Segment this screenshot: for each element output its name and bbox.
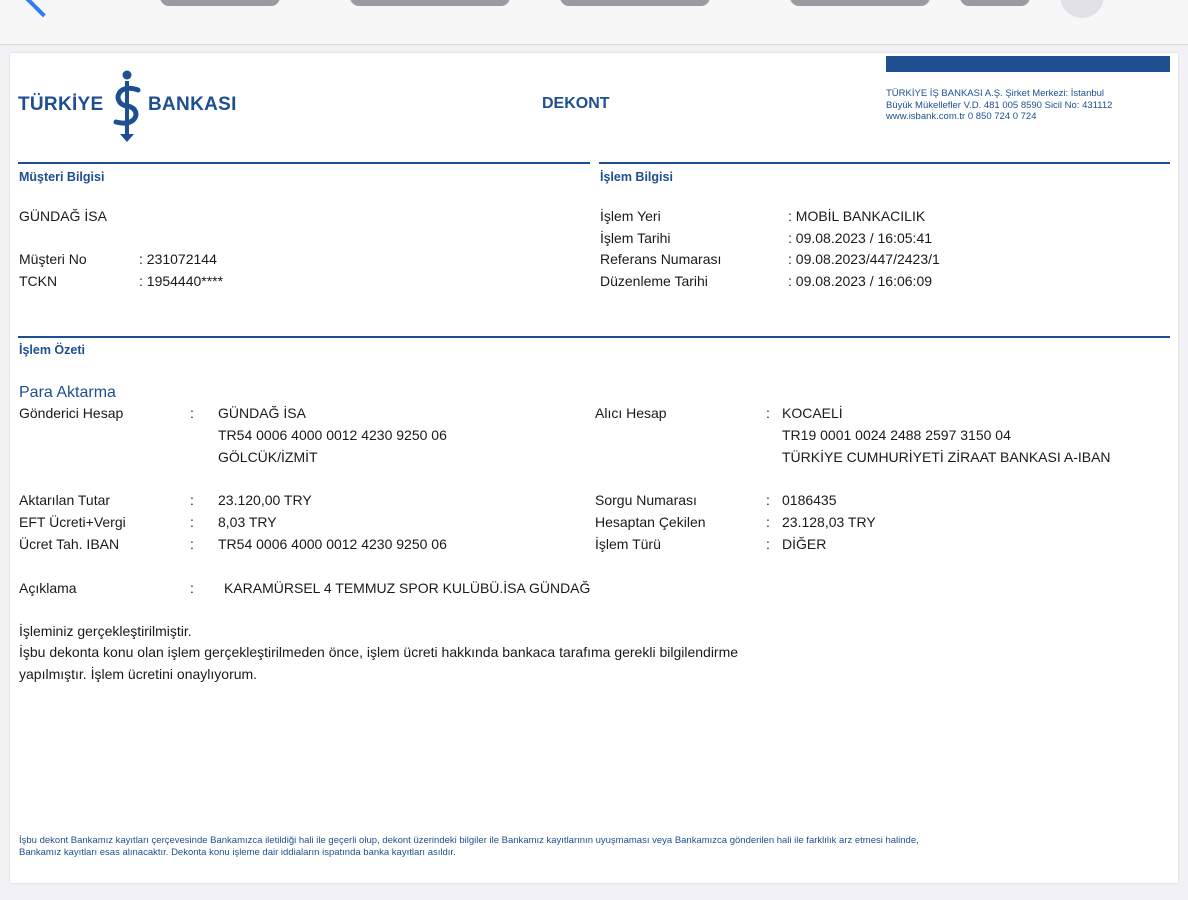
confirmation-line: yapılmıştır. İşlem ücretini onaylıyorum.: [19, 666, 258, 682]
back-chevron-icon[interactable]: [25, 0, 62, 17]
confirmation-line: İşbu dekonta konu olan işlem gerçekleştirilmeden önce, işlem ücreti hakkında bankaca tarafıma gerekli bilgilendirme: [19, 644, 739, 660]
colon: :: [190, 492, 194, 508]
transaction-kind-value: DİĞER: [782, 536, 827, 552]
customer-no-value: : 231072144: [139, 251, 217, 267]
transaction-info-label: Düzenleme Tarihi: [600, 273, 708, 289]
receiver-bank: TÜRKİYE CUMHURİYETİ ZİRAAT BANKASI A-IBAN: [782, 449, 1111, 465]
cropped-title-text: [790, 0, 930, 6]
transaction-info-value: : 09.08.2023 / 16:05:41: [788, 230, 933, 246]
transaction-info-value: : 09.08.2023 / 16:06:09: [788, 273, 933, 289]
query-number-value: 0186435: [782, 492, 837, 508]
query-number-label: Sorgu Numarası: [595, 492, 697, 508]
transaction-info-label: Referans Numarası: [600, 251, 722, 267]
footer-line: Bankamız kayıtları esas alınacaktır. Dekonta konu işleme dair iddiaların ispatında banka kayıtları asıldır.: [19, 847, 456, 858]
receipt-document: [10, 53, 1178, 883]
transaction-type-title: Para Aktarma: [19, 384, 116, 401]
colon: :: [190, 514, 194, 530]
transaction-kind-label: İşlem Türü: [595, 536, 661, 552]
company-info-line: TÜRKİYE İŞ BANKASI A.Ş. Şirket Merkezi: İstanbul: [886, 88, 1105, 99]
confirmation-line: İşleminiz gerçekleştirilmiştir.: [19, 623, 192, 639]
tckn-label: TCKN: [19, 273, 58, 289]
fee-label: EFT Ücreti+Vergi: [19, 514, 126, 530]
cropped-title-text: [960, 0, 1030, 6]
colon: :: [766, 536, 770, 552]
colon: :: [190, 536, 194, 552]
customer-name: GÜNDAĞ İSA: [19, 208, 107, 224]
bank-logo-text-right: BANKASI: [148, 94, 237, 115]
sender-iban: TR54 0006 4000 0012 4230 9250 06: [218, 427, 447, 443]
bank-logo-text-left: TÜRKİYE: [18, 94, 104, 115]
section-divider: [599, 162, 1170, 164]
transaction-info-label: İşlem Tarihi: [600, 230, 671, 246]
withdrawn-value: 23.128,03 TRY: [782, 514, 876, 530]
company-info-line: www.isbank.com.tr 0 850 724 0 724: [886, 111, 1037, 122]
footer-legal-note: [19, 835, 919, 859]
cropped-title-text: [560, 0, 710, 6]
colon: :: [766, 492, 770, 508]
description-value: KARAMÜRSEL 4 TEMMUZ SPOR KULÜBÜ.İSA GÜNDAĞ: [224, 580, 591, 596]
footer-line: İşbu dekont Bankamız kayıtları çerçevesinde Bankamızca iletildiği hali ile geçerli olup, dekont üzerindeki bilgiler ile Bankamız kayıtlarının uyuşmaması veya Bankamızca gönderilen hali ile farklılık arz etmesi halinde,: [19, 835, 919, 846]
amount-label: Aktarılan Tutar: [19, 492, 111, 508]
receiver-name: KOCAELİ: [782, 405, 843, 421]
transaction-section-title: İşlem Bilgisi: [600, 170, 673, 184]
customer-section-title: Müşteri Bilgisi: [19, 170, 105, 184]
colon: :: [190, 580, 194, 596]
sender-account-label: Gönderici Hesap: [19, 405, 124, 421]
company-info-line: Büyük Mükellefler V.D. 481 005 8590 Sicil No: 431112: [886, 99, 1113, 111]
more-options-button[interactable]: [1060, 0, 1104, 18]
transaction-info-value: : MOBİL BANKACILIK: [788, 208, 926, 224]
withdrawn-label: Hesaptan Çekilen: [595, 514, 706, 530]
colon: :: [190, 405, 194, 421]
bank-logo-key-icon: [110, 68, 144, 142]
fee-iban-value: TR54 0006 4000 0012 4230 9250 06: [218, 536, 447, 552]
document-title: DEKONT: [542, 95, 610, 112]
sender-branch: GÖLCÜK/İZMİT: [218, 449, 318, 465]
section-divider: [18, 336, 1170, 338]
description-label: Açıklama: [19, 580, 77, 596]
company-info: [886, 88, 1112, 123]
fee-value: 8,03 TRY: [218, 514, 277, 530]
top-navigation-bar: [0, 0, 1188, 45]
receiver-account-label: Alıcı Hesap: [595, 405, 667, 421]
sender-name: GÜNDAĞ İSA: [218, 405, 306, 421]
receiver-iban: TR19 0001 0024 2488 2597 3150 04: [782, 427, 1011, 443]
amount-value: 23.120,00 TRY: [218, 492, 312, 508]
transaction-info-value: : 09.08.2023/447/2423/1: [788, 251, 940, 267]
customer-no-label: Müşteri No: [19, 251, 87, 267]
tckn-value: : 1954440****: [139, 273, 224, 289]
section-divider: [18, 162, 590, 164]
colon: :: [766, 514, 770, 530]
summary-section-title: İşlem Özeti: [19, 343, 85, 357]
transaction-info-label: İşlem Yeri: [600, 208, 661, 224]
fee-iban-label: Ücret Tah. IBAN: [19, 536, 120, 552]
colon: :: [766, 405, 770, 421]
cropped-title-text: [350, 0, 510, 6]
company-info-band: [886, 56, 1170, 72]
cropped-title-text: [160, 0, 280, 6]
